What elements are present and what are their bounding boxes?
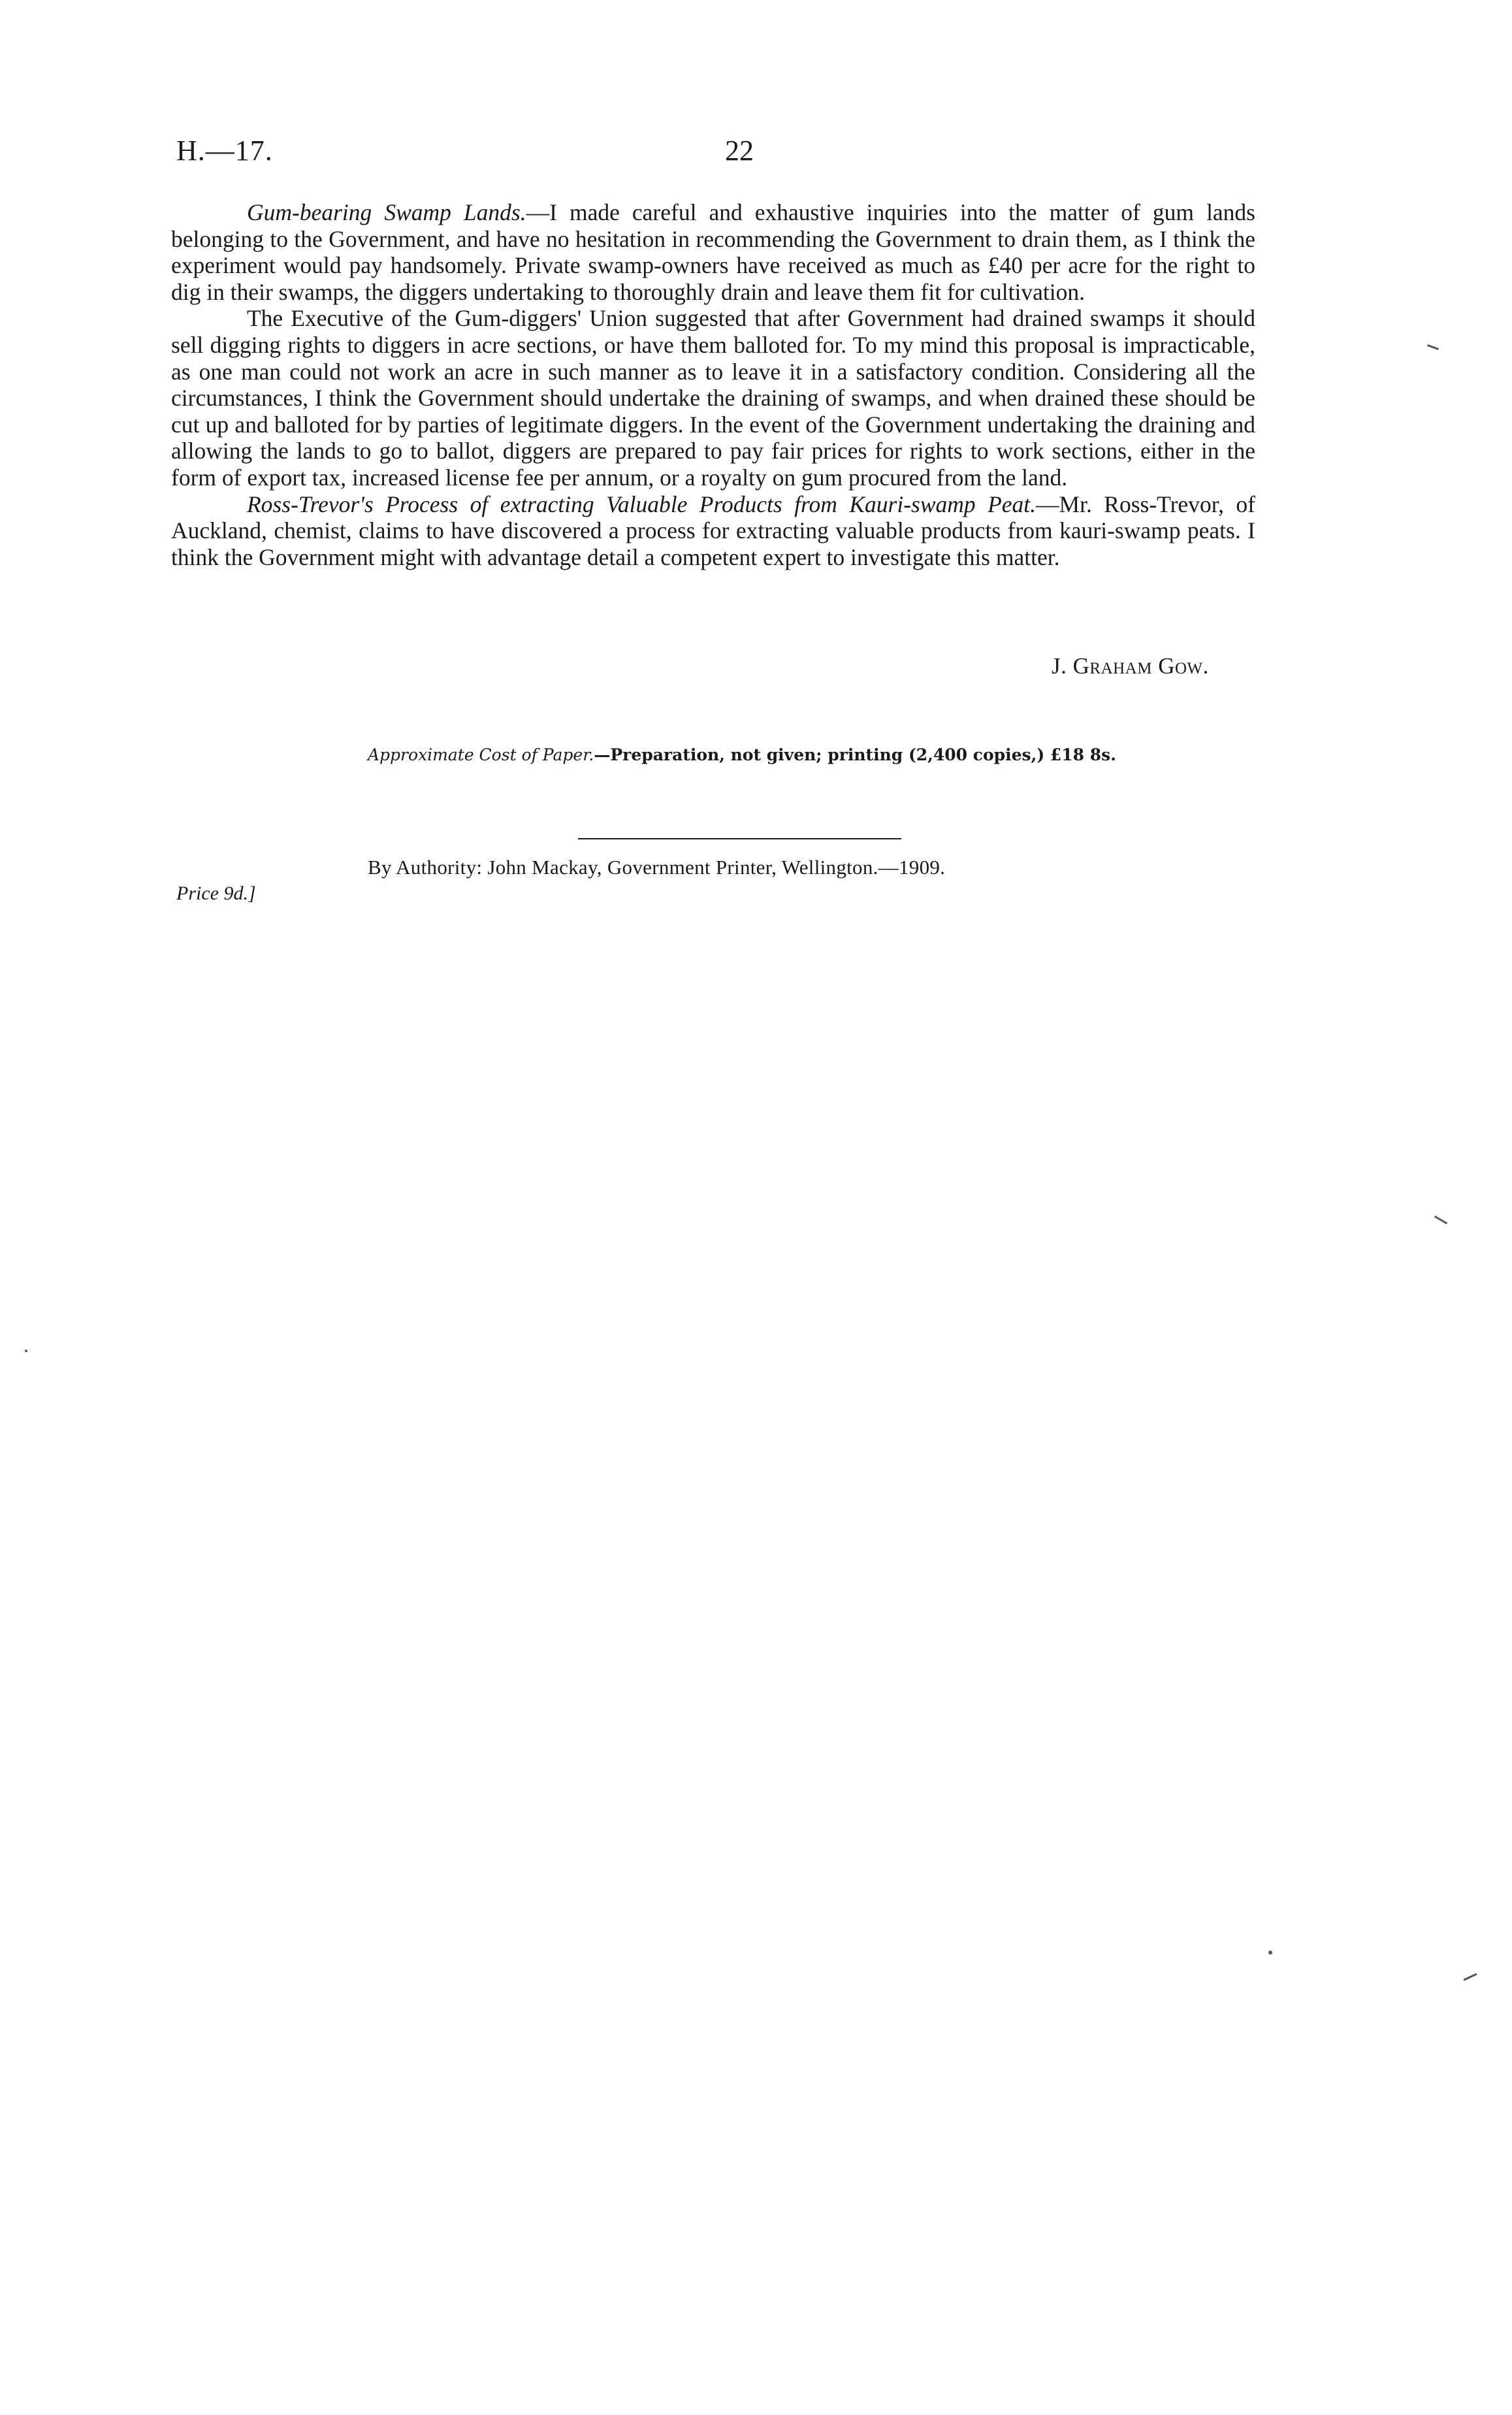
- paragraph-ross-trevor-process: [171, 491, 1255, 571]
- paragraph-text: The Executive of the Gum-diggers' Union suggested that after Government had drained swamps it should sell digging rights to diggers in acre sections, or have them balloted for. To my mind this proposal is impracticable, as one man could not work an acre in such manner as to leave it in a satisfactory condition. Considering all the circumstances, I think the Government should undertake the draining of swamps, and when drained these should be cut up and balloted for by parties of legitimate diggers. In the event of the Government undertaking the draining and allowing the lands to go to ballot, diggers are prepared to pay fair prices for rights to work sections, either in the form of export tax, increased license fee per annum, or a royalty on gum procured from the land.: [171, 305, 1255, 491]
- cost-label: Approximate Cost of Paper.: [368, 745, 594, 764]
- cost-text: —Preparation, not given; printing (2,400 copies,) £18 8s.: [594, 745, 1116, 764]
- printer-authority: By Authority: John Mackay, Government Printer, Wellington.—1909.: [368, 856, 946, 879]
- paragraph-heading: Ross-Trevor's Process of extracting Valuable Products from Kauri-swamp Peat.: [247, 491, 1037, 517]
- document-reference: H.—17.: [176, 135, 273, 167]
- divider-rule: [578, 838, 901, 839]
- page-number: 22: [725, 135, 754, 167]
- paragraph-heading: Gum-bearing Swamp Lands.: [247, 199, 526, 225]
- speck-mark: [1463, 1973, 1477, 1981]
- page-header: [176, 134, 1247, 173]
- speck-mark: [1427, 344, 1439, 350]
- paragraph-text: —Mr. Ross-Trevor, of Auckland, chemist, claims to have discovered a process for extracting valuable products from kauri-swamp peats. I think the Government might with advantage detail a competent expert to investigate this matter.: [171, 491, 1255, 570]
- speck-mark: [1434, 1216, 1448, 1225]
- body-text: [171, 199, 1255, 570]
- speck-mark: [25, 1350, 27, 1352]
- paragraph-text: —I made careful and exhaustive inquiries into the matter of gum lands belonging to the Government, and have no hesitation in recommending the Government to drain them, as I think the experiment would pay handsomely. Private swamp-owners have received as much as £40 per acre for the right to dig in their swamps, the diggers undertaking to thoroughly drain and leave them fit for cultivation.: [171, 199, 1256, 305]
- paragraph-gum-swamp-lands: [171, 199, 1255, 305]
- speck-mark: [1268, 1951, 1272, 1954]
- paragraph-gum-diggers-union: [171, 305, 1255, 491]
- cost-of-paper: [368, 745, 1116, 764]
- signature: J. Graham Gow.: [1052, 653, 1209, 679]
- price: Price 9d.]: [176, 883, 256, 904]
